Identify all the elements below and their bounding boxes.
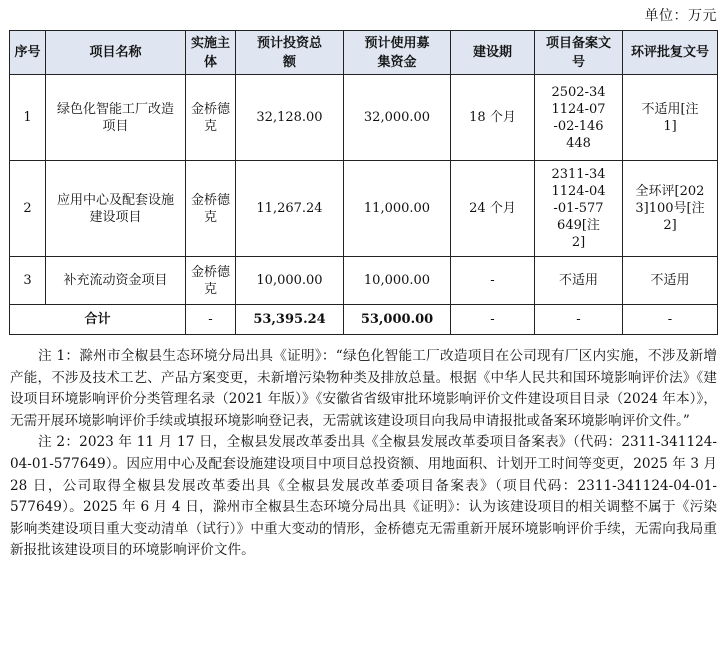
header-filing: 项目备案文号	[535, 31, 623, 75]
row-eia: 不适用	[623, 257, 718, 305]
total-period: -	[451, 305, 535, 335]
total-entity: -	[186, 305, 236, 335]
table-row	[10, 75, 718, 161]
header-name: 项目名称	[46, 31, 186, 75]
total-invest: 53,395.24	[236, 305, 344, 335]
row-invest: 10,000.00	[236, 257, 344, 305]
total-eia: -	[623, 305, 718, 335]
row-period: 18 个月	[451, 75, 535, 161]
row-raise: 11,000.00	[344, 161, 451, 257]
row-no: 1	[10, 75, 46, 161]
row-eia: 不适用[注 1]	[623, 75, 718, 161]
row-name: 补充流动资金项目	[46, 257, 186, 305]
note-2: 注 2：2023 年 11 月 17 日，全椒县发展改革委出具《全椒县发展改革委项目备案表》（代码：2311-341124-04-01-577649）。因应用中心及配套设施建设项目中项目总投资额、用地面积、计划开工时间等变更，2025 年 3 月 28 日，公司取得全椒县发展改革委出具《全椒县发展改革委项目备案表》（项目代码：2311-341124-04-01-577649）。2025 年 6 月 4 日，滁州市全椒县生态环境分局出具《证明》：认为该建设项目的相关调整不属于《污染影响类建设项目重大变动清单（试行）》中重大变动的情形，金桥德克无需重新开展环境影响评价手续，无需向我局重新报批该建设项目的环境影响评价文件。	[10, 434, 717, 559]
row-name: 应用中心及配套设施建设项目	[46, 161, 186, 257]
investment-table	[9, 30, 718, 335]
table-row	[10, 161, 718, 257]
row-entity: 金桥德克	[186, 75, 236, 161]
row-invest: 11,267.24	[236, 161, 344, 257]
row-name: 绿色化智能工厂改造项目	[46, 75, 186, 161]
header-no: 序号	[10, 31, 46, 75]
row-no: 3	[10, 257, 46, 305]
footnotes	[10, 346, 717, 562]
table-row	[10, 257, 718, 305]
row-filing: 2311-341124-04-01-577649[注 2]	[535, 161, 623, 257]
row-entity: 金桥德克	[186, 257, 236, 305]
row-raise: 10,000.00	[344, 257, 451, 305]
header-invest: 预计投资总额	[236, 31, 344, 75]
total-filing: -	[535, 305, 623, 335]
total-label: 合计	[10, 305, 186, 335]
row-filing: 不适用	[535, 257, 623, 305]
total-raise: 53,000.00	[344, 305, 451, 335]
row-filing: 2502-341124-07-02-146448	[535, 75, 623, 161]
header-eia: 环评批复文号	[623, 31, 718, 75]
note-1: 注 1：滁州市全椒县生态环境分局出具《证明》：“绿色化智能工厂改造项目在公司现有厂区内实施，不涉及新增产能，不涉及技术工艺、产品方案变更，未新增污染物种类及排放总量。根据《中华人民共和国环境影响评价法》《建设项目环境影响评价分类管理名录（2021 年版）》《安徽省省级审批环境影响评价文件建设项目目录（2024 年本）》，无需开展环境影响评价手续或填报环境影响登记表，无需就该建设项目向我局申请报批或备案环境影响评价文件。”	[10, 348, 717, 429]
row-eia: 全环评[2023]100号[注 2]	[623, 161, 718, 257]
row-no: 2	[10, 161, 46, 257]
table-header-row	[10, 31, 718, 75]
row-period: 24 个月	[451, 161, 535, 257]
header-entity: 实施主体	[186, 31, 236, 75]
header-raise: 预计使用募集资金	[344, 31, 451, 75]
header-period: 建设期	[451, 31, 535, 75]
row-entity: 金桥德克	[186, 161, 236, 257]
row-raise: 32,000.00	[344, 75, 451, 161]
unit-label: 单位：万元	[644, 8, 717, 24]
row-period: -	[451, 257, 535, 305]
table-total-row	[10, 305, 718, 335]
row-invest: 32,128.00	[236, 75, 344, 161]
